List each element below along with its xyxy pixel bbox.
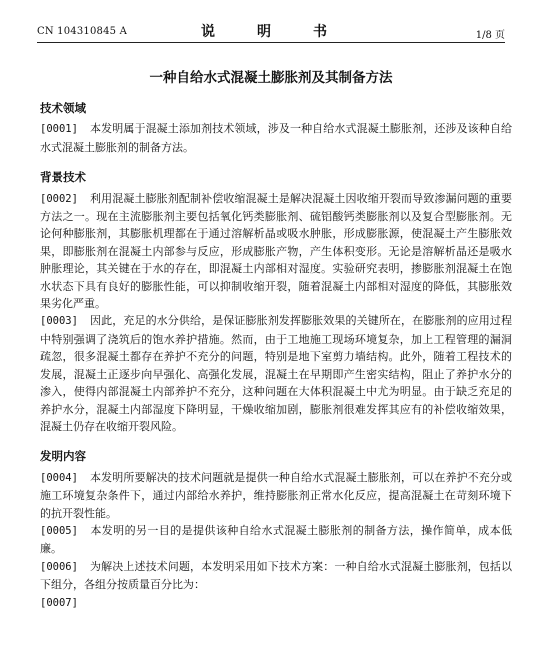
publication-number: CN 104310845 A — [37, 26, 128, 37]
paragraph — [40, 522, 512, 558]
paragraph-number: [0002] — [40, 192, 78, 205]
document-type: 说 明 书 — [201, 24, 341, 40]
section-heading: 技术领域 — [40, 101, 86, 115]
document-title: 一种自给水式混凝土膨胀剂及其制备方法 — [149, 70, 393, 86]
paragraph-number: [0003] — [40, 315, 78, 328]
paragraph-text: 为解决上述技术问题，本发明采用如下技术方案：一种自给水式混凝土膨胀剂，包括以下组分，各组分按质量百分比为： — [40, 559, 512, 592]
paragraph-number: [0006] — [40, 560, 78, 573]
section-background — [40, 169, 512, 435]
paragraph-number: [0001] — [40, 123, 78, 136]
paragraph-text: 利用混凝土膨胀剂配制补偿收缩混凝土是解决混凝土因收缩开裂而导致渗漏问题的重要方法之一。现在主流膨胀剂主要包括氧化钙类膨胀剂、硫铝酸钙类膨胀剂以及复合型膨胀剂。无论何种膨胀剂，其膨胀机理都在于通过溶解析晶或吸水肿胀，形成膨胀源，使混凝土产生膨胀效果，即膨胀剂在混凝土内部参与反应，形成膨胀产物，产生体积变形。无论是溶解析晶还是吸水肿胀理论，其关键在于水的存在，即混凝土内部相对湿度。实验研究表明，掺膨胀剂混凝土在饱水状态下具有良好的膨胀性能，可以抑制收缩开裂，随着混凝土内部相对湿度的降低，其膨胀效果劣化严重。 — [40, 191, 512, 311]
paragraph — [40, 120, 512, 156]
section-heading: 背景技术 — [40, 170, 86, 185]
paragraph — [40, 469, 512, 522]
paragraph — [40, 190, 512, 313]
paragraph-text: 因此，充足的水分供给，是保证膨胀剂发挥膨胀效果的关键所在，在膨胀剂的应用过程中特别强调了浇筑后的饱水养护措施。然而，由于工地施工现场环境复杂，加上工程管理的漏洞疏忽，很多混凝土都存在养护不充分的问题，特别是地下室剪力墙结构。此外，随着工程技术的发展，混凝土正逐步向早强化、高强化发展，混凝土在早期即产生密实结构，阻止了养护水分的渗入，使得内部混凝土内部养护不充分，这种问题在大体积混凝土中尤为明显。由于缺乏充足的养护水分，混凝土内部湿度下降明显，干燥收缩加剧，膨胀剂很难发挥其应有的补偿收缩效果，混凝土仍存在收缩开裂风险。 — [40, 314, 512, 433]
section-heading: 发明内容 — [40, 449, 86, 464]
paragraph-number: [0007] — [40, 596, 78, 609]
paragraph-text: 本发明所要解决的技术问题就是提供一种自给水式混凝土膨胀剂，可以在养护不充分或施工环境复杂条件下，通过内部给水养护，维持膨胀剂正常水化反应，提高混凝土在苛刻环境下的抗开裂性能。 — [40, 470, 512, 520]
page-indicator: 1/8 页 — [475, 30, 505, 41]
document-body — [40, 100, 512, 612]
section-summary — [40, 448, 512, 612]
paragraph — [40, 558, 512, 594]
paragraph-number: [0004] — [40, 471, 78, 484]
paragraph-number: [0005] — [40, 524, 78, 537]
paragraph — [40, 312, 512, 435]
section-technical-field — [40, 100, 512, 156]
paragraph-text: 本发明属于混凝土添加剂技术领域，涉及一种自给水式混凝土膨胀剂，还涉及该种自给水式混凝土膨胀剂的制备方法。 — [40, 122, 512, 154]
header-rule — [37, 42, 505, 43]
paragraph-text: 本发明的另一目的是提供该种自给水式混凝土膨胀剂的制备方法，操作简单，成本低廉。 — [40, 523, 512, 556]
paragraph — [40, 594, 512, 612]
